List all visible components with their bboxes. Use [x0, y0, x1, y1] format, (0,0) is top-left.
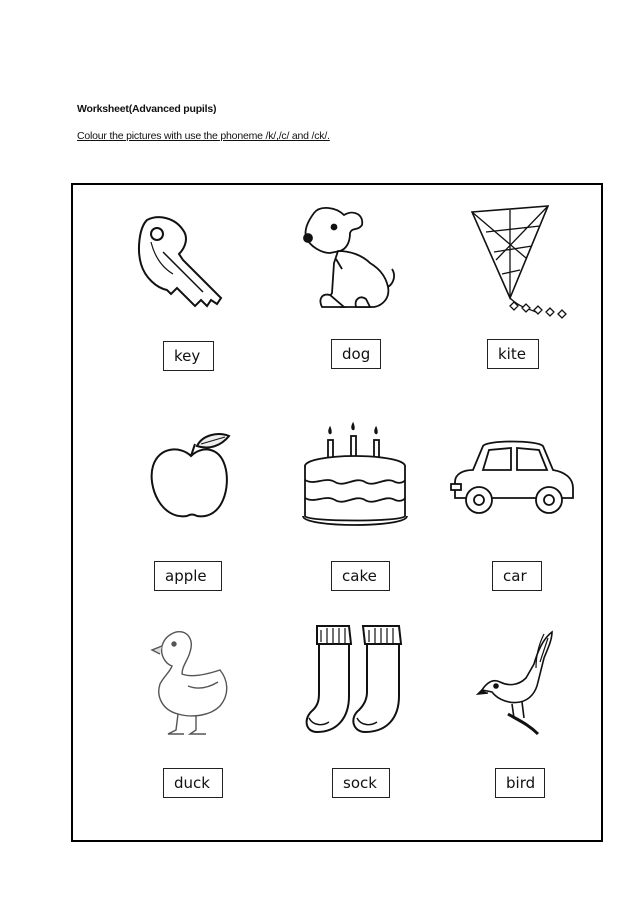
worksheet-title: Worksheet(Advanced pupils) [77, 103, 217, 115]
duck-icon [148, 630, 232, 738]
car-icon [449, 438, 577, 520]
kite-icon [466, 202, 570, 324]
word-box-key: key [163, 341, 214, 371]
worksheet-instruction: Colour the pictures with use the phoneme /k/,/c/ and /ck/. [77, 130, 330, 142]
word-box-car: car [492, 561, 542, 591]
word-box-bird: bird [495, 768, 545, 798]
sock-icon [303, 622, 413, 738]
bird-icon [478, 628, 560, 736]
apple-icon [147, 430, 235, 524]
word-box-dog: dog [331, 339, 381, 369]
word-box-kite: kite [487, 339, 539, 369]
word-box-cake: cake [331, 561, 390, 591]
dog-icon [300, 203, 400, 315]
word-box-sock: sock [332, 768, 390, 798]
word-box-duck: duck [163, 768, 223, 798]
cake-icon [300, 424, 410, 530]
key-icon [133, 212, 233, 318]
word-box-apple: apple [154, 561, 222, 591]
